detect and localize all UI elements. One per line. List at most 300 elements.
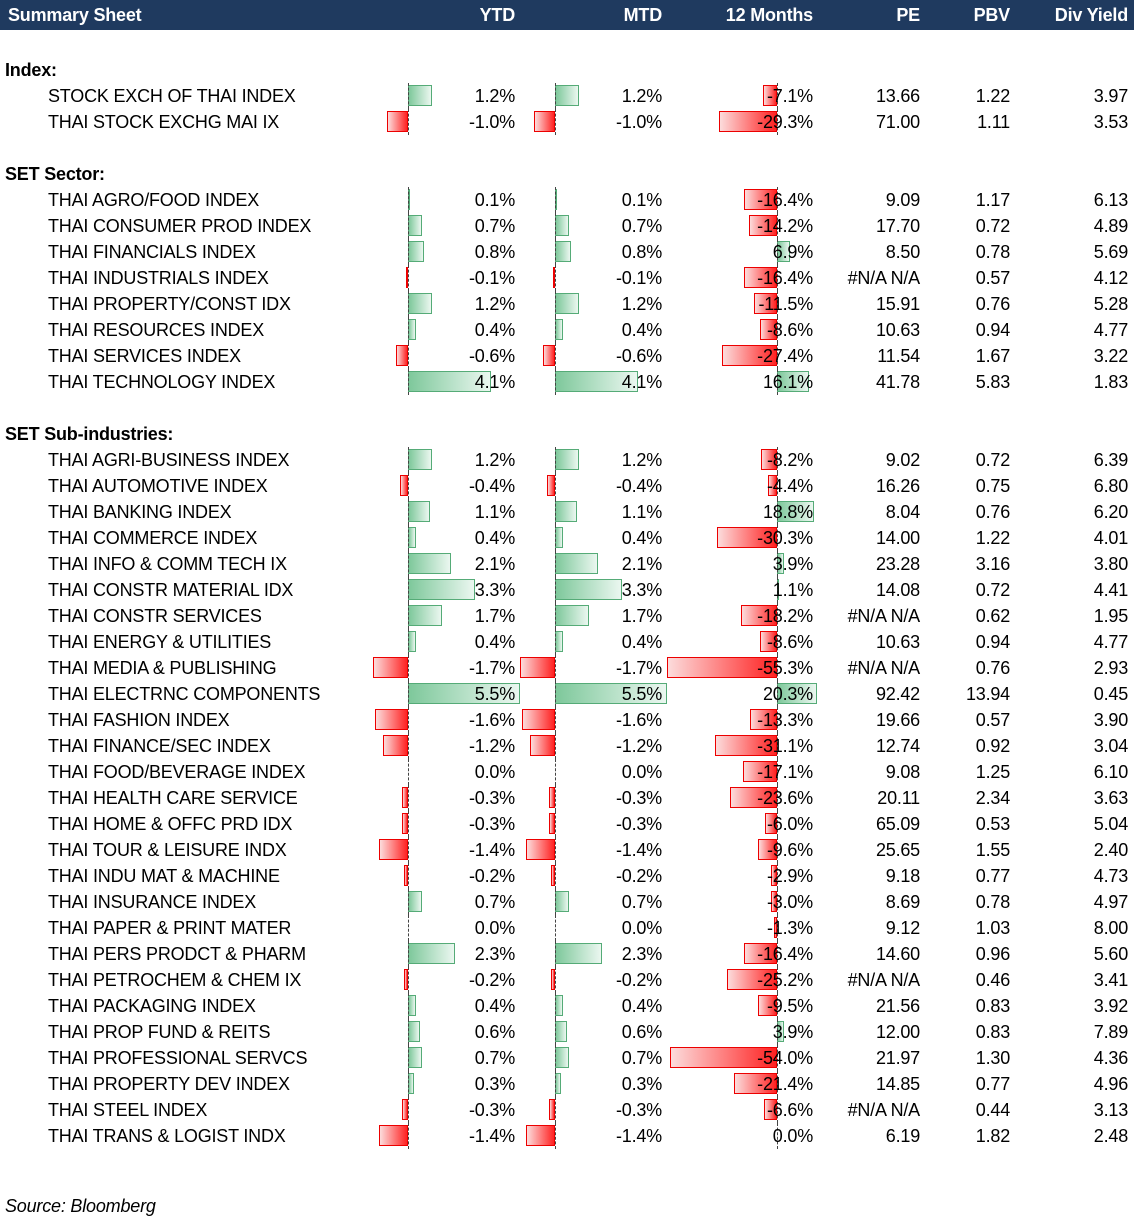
row-label[interactable]: THAI SERVICES INDEX [48,346,241,366]
pe-value[interactable]: 14.00 [875,528,920,548]
ytd-cell[interactable] [373,447,520,473]
pbv-value[interactable]: 1.25 [975,762,1010,782]
pbv-value[interactable]: 0.96 [975,944,1010,964]
pbv-value[interactable]: 2.34 [975,788,1010,808]
mtd-cell[interactable] [520,967,667,993]
m12-cell[interactable] [667,837,817,863]
mtd-cell[interactable] [520,1045,667,1071]
m12-cell[interactable] [667,213,817,239]
div-yield-value[interactable]: 6.13 [1093,190,1128,210]
table-row[interactable] [0,291,1134,317]
mtd-value: 0.7% [621,1048,662,1068]
table-row[interactable] [0,473,1134,499]
ytd-cell[interactable] [373,1045,520,1071]
div-yield-value[interactable]: 0.45 [1093,684,1128,704]
table-row[interactable] [0,343,1134,369]
pe-value[interactable]: 92.42 [875,684,920,704]
ytd-cell[interactable] [373,525,520,551]
pbv-value[interactable]: 0.72 [975,450,1010,470]
row-label[interactable]: THAI HOME & OFFC PRD IDX [48,814,293,834]
pe-value[interactable]: #N/A N/A [847,268,920,288]
mtd-cell[interactable] [520,707,667,733]
ytd-cell[interactable] [373,603,520,629]
table-row[interactable] [0,733,1134,759]
mtd-cell[interactable] [520,1071,667,1097]
pbv-value[interactable]: 1.22 [975,86,1010,106]
table-row[interactable] [0,1123,1134,1149]
ytd-cell[interactable] [373,317,520,343]
div-yield-value[interactable]: 3.41 [1093,970,1128,990]
mtd-cell[interactable] [520,473,667,499]
pbv-value[interactable]: 1.55 [975,840,1010,860]
row-label[interactable]: STOCK EXCH OF THAI INDEX [48,86,296,106]
m12-cell[interactable] [667,733,817,759]
table-row[interactable] [0,577,1134,603]
mtd-cell[interactable] [520,343,667,369]
pe-value[interactable]: 6.19 [885,1126,920,1146]
table-row[interactable] [0,889,1134,915]
row-label[interactable]: THAI PERS PRODCT & PHARM [48,944,306,964]
div-yield-value[interactable]: 3.97 [1093,86,1128,106]
div-yield-value[interactable]: 3.92 [1093,996,1128,1016]
m12-cell[interactable] [667,941,817,967]
table-row[interactable] [0,499,1134,525]
pe-value[interactable]: 8.69 [885,892,920,912]
pe-value[interactable]: 21.56 [875,996,920,1016]
row-label[interactable]: THAI INDUSTRIALS INDEX [48,268,269,288]
div-yield-value[interactable]: 4.36 [1093,1048,1128,1068]
row-label[interactable]: THAI FINANCE/SEC INDEX [48,736,271,756]
pbv-value[interactable]: 0.92 [975,736,1010,756]
pe-value[interactable]: 9.08 [885,762,920,782]
pe-value[interactable]: 25.65 [875,840,920,860]
pbv-value[interactable]: 0.72 [975,580,1010,600]
pbv-value[interactable]: 0.83 [975,1022,1010,1042]
table-row[interactable] [0,1071,1134,1097]
table-row[interactable] [0,967,1134,993]
div-yield-value[interactable]: 2.40 [1093,840,1128,860]
ytd-cell[interactable] [373,967,520,993]
pbv-value[interactable]: 1.03 [975,918,1010,938]
pbv-value[interactable]: 0.53 [975,814,1010,834]
pe-value[interactable]: 13.66 [875,86,920,106]
div-yield-value[interactable]: 4.12 [1093,268,1128,288]
div-yield-value[interactable]: 4.97 [1093,892,1128,912]
div-yield-value[interactable]: 5.60 [1093,944,1128,964]
m12-cell[interactable] [667,1045,817,1071]
row-label[interactable]: THAI STEEL INDEX [48,1100,208,1120]
mtd-cell[interactable] [520,915,667,941]
pbv-value[interactable]: 0.76 [975,658,1010,678]
mtd-cell[interactable] [520,447,667,473]
ytd-cell[interactable] [373,499,520,525]
ytd-cell[interactable] [373,109,520,135]
m12-cell[interactable] [667,811,817,837]
m12-cell[interactable] [667,993,817,1019]
table-row[interactable] [0,993,1134,1019]
div-yield-value[interactable]: 1.83 [1093,372,1128,392]
div-yield-value[interactable]: 8.00 [1093,918,1128,938]
row-label[interactable]: THAI ENERGY & UTILITIES [48,632,272,652]
mtd-cell[interactable] [520,291,667,317]
m12-cell[interactable] [667,291,817,317]
m12-cell[interactable] [667,759,817,785]
pe-value[interactable]: 10.63 [875,632,920,652]
row-label[interactable]: THAI AGRI-BUSINESS INDEX [48,450,290,470]
row-label[interactable]: THAI CONSTR MATERIAL IDX [48,580,294,600]
bar-axis-line [555,343,556,369]
ytd-cell[interactable] [373,83,520,109]
row-label[interactable]: THAI CONSUMER PROD INDEX [48,216,312,236]
ytd-cell[interactable] [373,577,520,603]
ytd-cell[interactable] [373,655,520,681]
mtd-cell[interactable] [520,681,667,707]
div-yield-value[interactable]: 3.22 [1093,346,1128,366]
ytd-cell[interactable] [373,239,520,265]
mtd-cell[interactable] [520,577,667,603]
mtd-cell[interactable] [520,317,667,343]
m12-cell[interactable] [667,629,817,655]
m12-cell[interactable] [667,655,817,681]
pbv-value[interactable]: 13.94 [965,684,1010,704]
pe-value[interactable]: 11.54 [877,346,920,366]
mtd-cell[interactable] [520,83,667,109]
div-yield-value[interactable]: 5.69 [1093,242,1128,262]
row-label[interactable]: THAI MEDIA & PUBLISHING [48,658,277,678]
ytd-cell[interactable] [373,265,520,291]
div-yield-value[interactable]: 4.01 [1093,528,1128,548]
div-yield-value[interactable]: 1.95 [1093,606,1128,626]
ytd-cell[interactable] [373,889,520,915]
div-yield-value[interactable]: 4.41 [1093,580,1128,600]
pbv-value[interactable]: 0.94 [975,320,1010,340]
row-label[interactable]: THAI PROPERTY DEV INDEX [48,1074,290,1094]
pe-value[interactable]: 14.85 [875,1074,920,1094]
table-row[interactable] [0,941,1134,967]
pe-value[interactable]: 15.91 [875,294,920,314]
ytd-cell[interactable] [373,941,520,967]
row-label[interactable]: THAI INDU MAT & MACHINE [48,866,280,886]
mtd-cell[interactable] [520,369,667,395]
mtd-cell[interactable] [520,187,667,213]
row-label[interactable]: THAI FOOD/BEVERAGE INDEX [48,762,306,782]
pe-value[interactable]: 23.28 [875,554,920,574]
m12-cell[interactable] [667,265,817,291]
div-yield-value[interactable]: 2.48 [1093,1126,1128,1146]
ytd-cell[interactable] [373,863,520,889]
row-label[interactable]: THAI ELECTRNC COMPONENTS [48,684,321,704]
m12-cell[interactable] [667,1071,817,1097]
table-row[interactable] [0,265,1134,291]
row-label[interactable]: THAI INFO & COMM TECH IX [48,554,287,574]
mtd-cell[interactable] [520,1123,667,1149]
m12-cell[interactable] [667,473,817,499]
pbv-value[interactable]: 1.30 [975,1048,1010,1068]
row-label[interactable]: THAI PETROCHEM & CHEM IX [48,970,302,990]
ytd-cell[interactable] [373,681,520,707]
mtd-cell[interactable] [520,499,667,525]
m12-cell[interactable] [667,967,817,993]
pe-value[interactable]: #N/A N/A [847,970,920,990]
pbv-value[interactable]: 1.67 [975,346,1010,366]
ytd-cell[interactable] [373,811,520,837]
row-label[interactable]: THAI HEALTH CARE SERVICE [48,788,298,808]
ytd-cell[interactable] [373,473,520,499]
div-yield-value[interactable]: 3.80 [1093,554,1128,574]
pe-value[interactable]: 14.60 [875,944,920,964]
pbv-value[interactable]: 0.77 [975,1074,1010,1094]
table-row[interactable] [0,811,1134,837]
table-row[interactable] [0,629,1134,655]
mtd-cell[interactable] [520,941,667,967]
div-yield-value[interactable]: 3.13 [1093,1100,1128,1120]
row-label[interactable]: THAI AUTOMOTIVE INDEX [48,476,268,496]
table-row[interactable] [0,525,1134,551]
pbv-value[interactable]: 0.76 [975,502,1010,522]
m12-cell[interactable] [667,343,817,369]
table-row[interactable] [0,447,1134,473]
ytd-cell[interactable] [373,213,520,239]
m12-cell[interactable] [667,577,817,603]
m12-cell[interactable] [667,187,817,213]
ytd-cell[interactable] [373,837,520,863]
pe-value[interactable]: 10.63 [875,320,920,340]
pe-value[interactable]: #N/A N/A [847,1100,920,1120]
table-row[interactable] [0,655,1134,681]
row-label[interactable]: THAI FASHION INDEX [48,710,230,730]
table-row[interactable] [0,109,1134,135]
div-yield-value[interactable]: 2.93 [1093,658,1128,678]
pbv-value[interactable]: 0.46 [975,970,1010,990]
pbv-value[interactable]: 0.72 [975,216,1010,236]
div-yield-value[interactable]: 3.63 [1093,788,1128,808]
row-label[interactable]: THAI STOCK EXCHG MAI IX [48,112,280,132]
m12-cell[interactable] [667,603,817,629]
row-label[interactable]: THAI COMMERCE INDEX [48,528,258,548]
mtd-cell[interactable] [520,993,667,1019]
ytd-cell[interactable] [373,733,520,759]
m12-cell[interactable] [667,707,817,733]
ytd-cell[interactable] [373,1097,520,1123]
row-label[interactable]: THAI PACKAGING INDEX [48,996,256,1016]
table-row[interactable] [0,83,1134,109]
div-yield-value[interactable]: 4.96 [1093,1074,1128,1094]
ytd-cell[interactable] [373,1071,520,1097]
pbv-value[interactable]: 3.16 [975,554,1010,574]
m12-cell[interactable] [667,863,817,889]
row-label[interactable]: THAI TRANS & LOGIST INDX [48,1126,286,1146]
div-yield-value[interactable]: 6.80 [1093,476,1128,496]
ytd-cell[interactable] [373,629,520,655]
div-yield-value[interactable]: 6.39 [1093,450,1128,470]
pe-value[interactable]: 9.12 [885,918,920,938]
mtd-cell[interactable] [520,265,667,291]
pbv-value[interactable]: 0.62 [975,606,1010,626]
div-yield-value[interactable]: 6.10 [1093,762,1128,782]
table-row[interactable] [0,551,1134,577]
mtd-cell[interactable] [520,811,667,837]
mtd-cell[interactable] [520,655,667,681]
row-label[interactable]: THAI CONSTR SERVICES [48,606,262,626]
table-row[interactable] [0,317,1134,343]
mtd-cell[interactable] [520,551,667,577]
div-yield-value[interactable]: 5.28 [1093,294,1128,314]
pbv-value[interactable]: 0.83 [975,996,1010,1016]
ytd-cell[interactable] [373,785,520,811]
m12-cell[interactable] [667,369,817,395]
ytd-cell[interactable] [373,707,520,733]
pbv-value[interactable]: 0.78 [975,892,1010,912]
pe-value[interactable]: 14.08 [875,580,920,600]
mtd-cell[interactable] [520,109,667,135]
table-row[interactable] [0,1045,1134,1071]
pbv-value[interactable]: 0.44 [975,1100,1010,1120]
ytd-value: -0.2% [468,970,515,990]
pbv-value[interactable]: 0.78 [975,242,1010,262]
row-label[interactable]: THAI PROFESSIONAL SERVCS [48,1048,308,1068]
div-yield-value[interactable]: 3.04 [1093,736,1128,756]
ytd-cell[interactable] [373,1019,520,1045]
row-label[interactable]: THAI INSURANCE INDEX [48,892,257,912]
pbv-value[interactable]: 1.82 [975,1126,1010,1146]
pe-value[interactable]: 17.70 [875,216,920,236]
row-label[interactable]: THAI BANKING INDEX [48,502,232,522]
mtd-cell[interactable] [520,603,667,629]
ytd-cell[interactable] [373,993,520,1019]
pe-value[interactable]: 12.00 [875,1022,920,1042]
pe-value[interactable]: 9.02 [885,450,920,470]
ytd-cell[interactable] [373,187,520,213]
m12-cell[interactable] [667,889,817,915]
ytd-cell[interactable] [373,759,520,785]
pe-value[interactable]: 9.18 [885,866,920,886]
table-row[interactable] [0,681,1134,707]
pbv-value[interactable]: 1.22 [975,528,1010,548]
pbv-value[interactable]: 0.57 [975,268,1010,288]
mtd-cell[interactable] [520,889,667,915]
mtd-cell[interactable] [520,1097,667,1123]
div-yield-value[interactable]: 6.20 [1093,502,1128,522]
pe-value[interactable]: 19.66 [875,710,920,730]
div-yield-value[interactable]: 7.89 [1093,1022,1128,1042]
row-label[interactable]: THAI TECHNOLOGY INDEX [48,372,276,392]
row-label[interactable]: THAI FINANCIALS INDEX [48,242,256,262]
mtd-cell[interactable] [520,629,667,655]
table-row[interactable] [0,915,1134,941]
m12-cell[interactable] [667,447,817,473]
pe-value[interactable]: 20.11 [877,788,920,808]
table-row[interactable] [0,785,1134,811]
table-row[interactable] [0,369,1134,395]
div-yield-value[interactable]: 4.77 [1093,320,1128,340]
table-row[interactable] [0,863,1134,889]
mtd-cell[interactable] [520,837,667,863]
row-label[interactable]: THAI PAPER & PRINT MATER [48,918,292,938]
table-row[interactable] [0,603,1134,629]
pe-value[interactable]: 41.78 [875,372,920,392]
table-row[interactable] [0,239,1134,265]
m12-cell[interactable] [667,239,817,265]
m12-cell[interactable] [667,1123,817,1149]
pbv-value[interactable]: 5.83 [975,372,1010,392]
pe-value[interactable]: 8.50 [885,242,920,262]
m12-cell[interactable] [667,1097,817,1123]
table-row[interactable] [0,1019,1134,1045]
pbv-value[interactable]: 1.11 [977,112,1010,132]
pe-value[interactable]: #N/A N/A [847,658,920,678]
ytd-cell[interactable] [373,291,520,317]
row-label[interactable]: THAI PROPERTY/CONST IDX [48,294,291,314]
m12-cell[interactable] [667,551,817,577]
table-row[interactable] [0,707,1134,733]
pe-value[interactable]: 65.09 [875,814,920,834]
pe-value[interactable]: 9.09 [885,190,920,210]
mtd-cell[interactable] [520,759,667,785]
m12-cell[interactable] [667,83,817,109]
pbv-value[interactable]: 1.17 [975,190,1010,210]
div-yield-value[interactable]: 4.77 [1093,632,1128,652]
pe-value[interactable]: #N/A N/A [847,606,920,626]
div-yield-value[interactable]: 3.53 [1093,112,1128,132]
ytd-cell[interactable] [373,369,520,395]
mtd-cell[interactable] [520,1019,667,1045]
m12-cell[interactable] [667,681,817,707]
ytd-cell[interactable] [373,1123,520,1149]
div-yield-value[interactable]: 4.73 [1093,866,1128,886]
mtd-cell[interactable] [520,863,667,889]
table-row[interactable] [0,759,1134,785]
pbv-value[interactable]: 0.75 [975,476,1010,496]
table-row[interactable] [0,213,1134,239]
pbv-value[interactable]: 0.94 [975,632,1010,652]
m12-cell[interactable] [667,317,817,343]
mtd-cell[interactable] [520,785,667,811]
row-label[interactable]: THAI RESOURCES INDEX [48,320,265,340]
div-yield-value[interactable]: 4.89 [1093,216,1128,236]
m12-cell[interactable] [667,1019,817,1045]
table-row[interactable] [0,837,1134,863]
div-yield-value[interactable]: 3.90 [1093,710,1128,730]
mtd-cell[interactable] [520,213,667,239]
div-yield-value[interactable]: 5.04 [1093,814,1128,834]
pe-value[interactable]: 8.04 [885,502,920,522]
mtd-cell[interactable] [520,525,667,551]
pbv-value[interactable]: 0.57 [975,710,1010,730]
row-label[interactable]: THAI PROP FUND & REITS [48,1022,271,1042]
ytd-cell[interactable] [373,551,520,577]
pbv-value[interactable]: 0.76 [975,294,1010,314]
m12-cell[interactable] [667,109,817,135]
mtd-cell[interactable] [520,733,667,759]
mtd-cell[interactable] [520,239,667,265]
pe-value[interactable]: 16.26 [875,476,920,496]
pe-value[interactable]: 12.74 [875,736,920,756]
pbv-value[interactable]: 0.77 [975,866,1010,886]
pe-value[interactable]: 71.00 [875,112,920,132]
table-row[interactable] [0,1097,1134,1123]
row-label[interactable]: THAI AGRO/FOOD INDEX [48,190,260,210]
pe-value[interactable]: 21.97 [875,1048,920,1068]
bar-axis-line [408,213,409,239]
m12-cell[interactable] [667,785,817,811]
m12-cell[interactable] [667,499,817,525]
ytd-cell[interactable] [373,343,520,369]
m12-cell[interactable] [667,915,817,941]
table-row[interactable] [0,187,1134,213]
ytd-cell[interactable] [373,915,520,941]
m12-cell[interactable] [667,525,817,551]
row-label[interactable]: THAI TOUR & LEISURE INDX [48,840,287,860]
